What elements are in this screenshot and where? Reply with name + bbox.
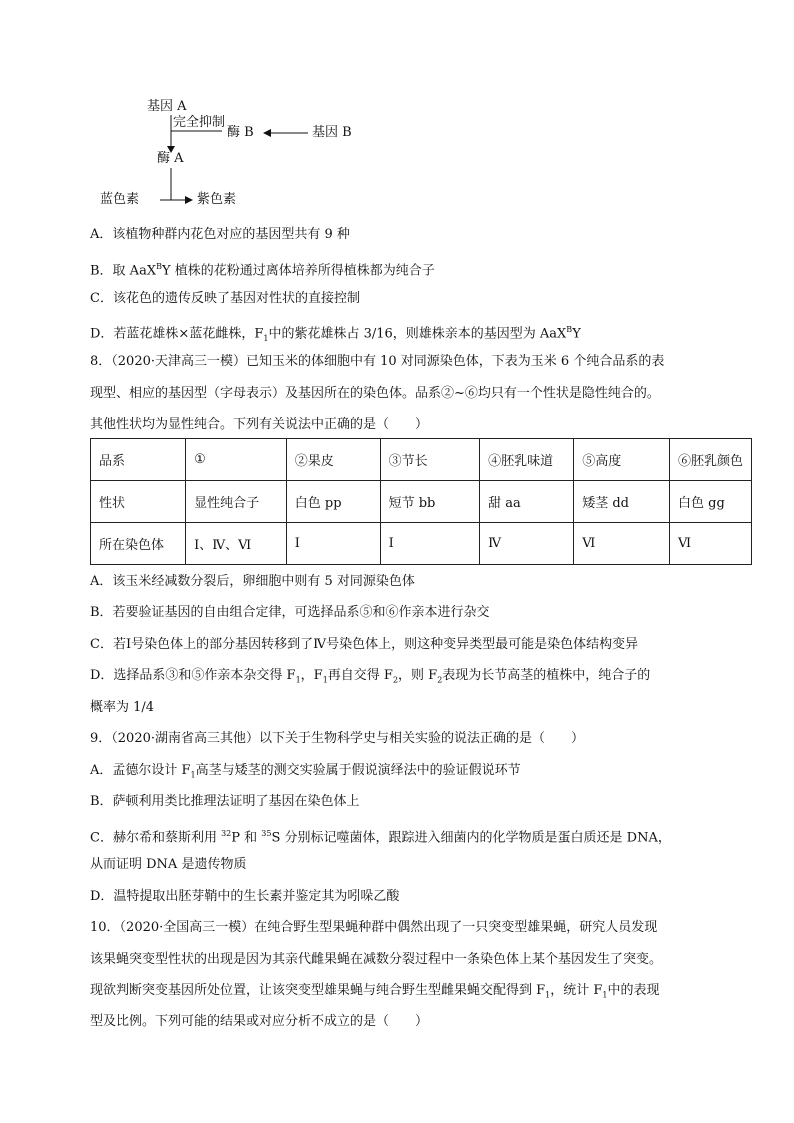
table-cell: 甜 aa: [480, 481, 574, 523]
q9-option-b: B．萨顿利用类比推理法证明了基因在染色体上: [90, 794, 360, 809]
table-cell: ①: [186, 439, 287, 481]
table-cell: ④胚乳味道: [480, 439, 574, 481]
table-cell: 白色 gg: [669, 481, 751, 523]
q7-option-b: B．取 AaX$^B$Y 植株的花粉通过离体培养所得植株都为纯合子: [90, 262, 435, 279]
table-cell: 短节 bb: [380, 481, 479, 523]
q10-line-4: 型及比例。下列可能的结果或对应分析不成立的是（ ）: [90, 1014, 429, 1029]
table-cell: 白色 pp: [286, 481, 380, 523]
table-cell: ②果皮: [286, 439, 380, 481]
blue-pigment-label: 蓝色素: [100, 192, 140, 207]
table-cell: 显性纯合子: [186, 481, 287, 523]
table-cell: Ⅰ、Ⅳ、Ⅵ: [186, 523, 287, 565]
gene-a-label: 基因 A: [147, 99, 187, 114]
q8-option-d-line-2: 概率为 1/4: [90, 700, 155, 715]
q8-stem-line-1: 8．（2020·天津高三一模）已知玉米的体细胞中有 10 对同源染色体，下表为玉米 6 个纯合品系的表: [90, 354, 665, 369]
q8-option-c: C．若Ⅰ号染色体上的部分基因转移到了Ⅳ号染色体上，则这种变异类型最可能是染色体结构变异: [90, 637, 639, 652]
q9-stem: 9．（2020·湖南省高三其他）以下关于生物科学史与相关实验的说法正确的是（ ）: [90, 731, 584, 746]
q10-line-1: 10．（2020·全国高三一模）在纯合野生型果蝇种群中偶然出现了一只突变型雄果蝇，研究人员发现: [90, 920, 658, 935]
q9-option-d: D．温特提取出胚芽鞘中的生长素并鉴定其为吲哚乙酸: [90, 889, 400, 904]
gene-pathway-diagram: [80, 95, 380, 220]
gene-b-label: 基因 B: [312, 125, 352, 140]
q9-option-c-line-1: C．赫尔希和蔡斯利用 $^{32}$P 和 $^{35}$S 分别标记噬菌体，跟踪进入细菌内的化学物质是蛋白质还是 DNA，: [90, 829, 671, 846]
q10-line-3: 现欲判断突变基因所处位置，让该突变型雄果蝇与纯合野生型雌果蝇交配得到 $F_1$，统计 $F_1$中的表现: [90, 983, 660, 1000]
q8-option-b: B．若要验证基因的自由组合定律，可选择品系⑤和⑥作亲本进行杂交: [90, 605, 490, 620]
q8-option-d-line-1: D．选择品系③和⑤作亲本杂交得 $F_1$，$F_1$再自交得 $F_2$，则 $F_2$表现为长节高茎的植株中，纯合子的: [90, 668, 651, 685]
q10-line-2: 该果蝇突变型性状的出现是因为其亲代雌果蝇在减数分裂过程中一条染色体上某个基因发生了突变。: [90, 952, 663, 967]
table-row: [91, 439, 752, 481]
q9-option-c-line-2: 从而证明 DNA 是遗传物质: [90, 857, 247, 872]
breed-table: [90, 438, 752, 565]
q7-option-c: C．该花色的遗传反映了基因对性状的直接控制: [90, 291, 360, 306]
table-cell: Ⅰ: [380, 523, 479, 565]
table-cell: 所在染色体: [91, 523, 186, 565]
enzyme-b-label: 酶 B: [227, 125, 254, 140]
table-row: [91, 523, 752, 565]
q8-stem-line-2: 现型、相应的基因型（字母表示）及基因所在的染色体。品系②~⑥均只有一个性状是隐性纯合的。: [90, 386, 660, 401]
enzyme-a-label: 酶 A: [157, 151, 184, 166]
table-cell: ⑥胚乳颜色: [669, 439, 751, 481]
q8-option-a: A．该玉米经减数分裂后，卵细胞中则有 5 对同源染色体: [90, 574, 415, 589]
q7-option-d: D．若蓝花雄株×蓝花雌株，$F_1$中的紫花雄株占 3/16，则雄株亲本的基因型为 AaX$^B$Y: [90, 325, 581, 343]
table-cell: Ⅵ: [574, 523, 670, 565]
q7-option-a: A．该植物种群内花色对应的基因型共有 9 种: [90, 227, 350, 242]
table-cell: Ⅰ: [286, 523, 380, 565]
q9-option-a: A．孟德尔设计 $F_1$高茎与矮茎的测交实验属于假说演绎法中的验证假说环节: [90, 763, 521, 780]
suppress-label: 完全抑制: [173, 115, 226, 130]
table-cell: Ⅵ: [669, 523, 751, 565]
table-cell: ⑤高度: [574, 439, 670, 481]
purple-pigment-label: 紫色素: [197, 192, 237, 207]
table-row: [91, 481, 752, 523]
table-cell: Ⅳ: [480, 523, 574, 565]
table-cell: 性状: [91, 481, 186, 523]
table-cell: 品系: [91, 439, 186, 481]
table-cell: 矮茎 dd: [574, 481, 670, 523]
table-cell: ③节长: [380, 439, 479, 481]
q8-stem-line-3: 其他性状均为显性纯合。下列有关说法中正确的是（ ）: [90, 417, 429, 432]
